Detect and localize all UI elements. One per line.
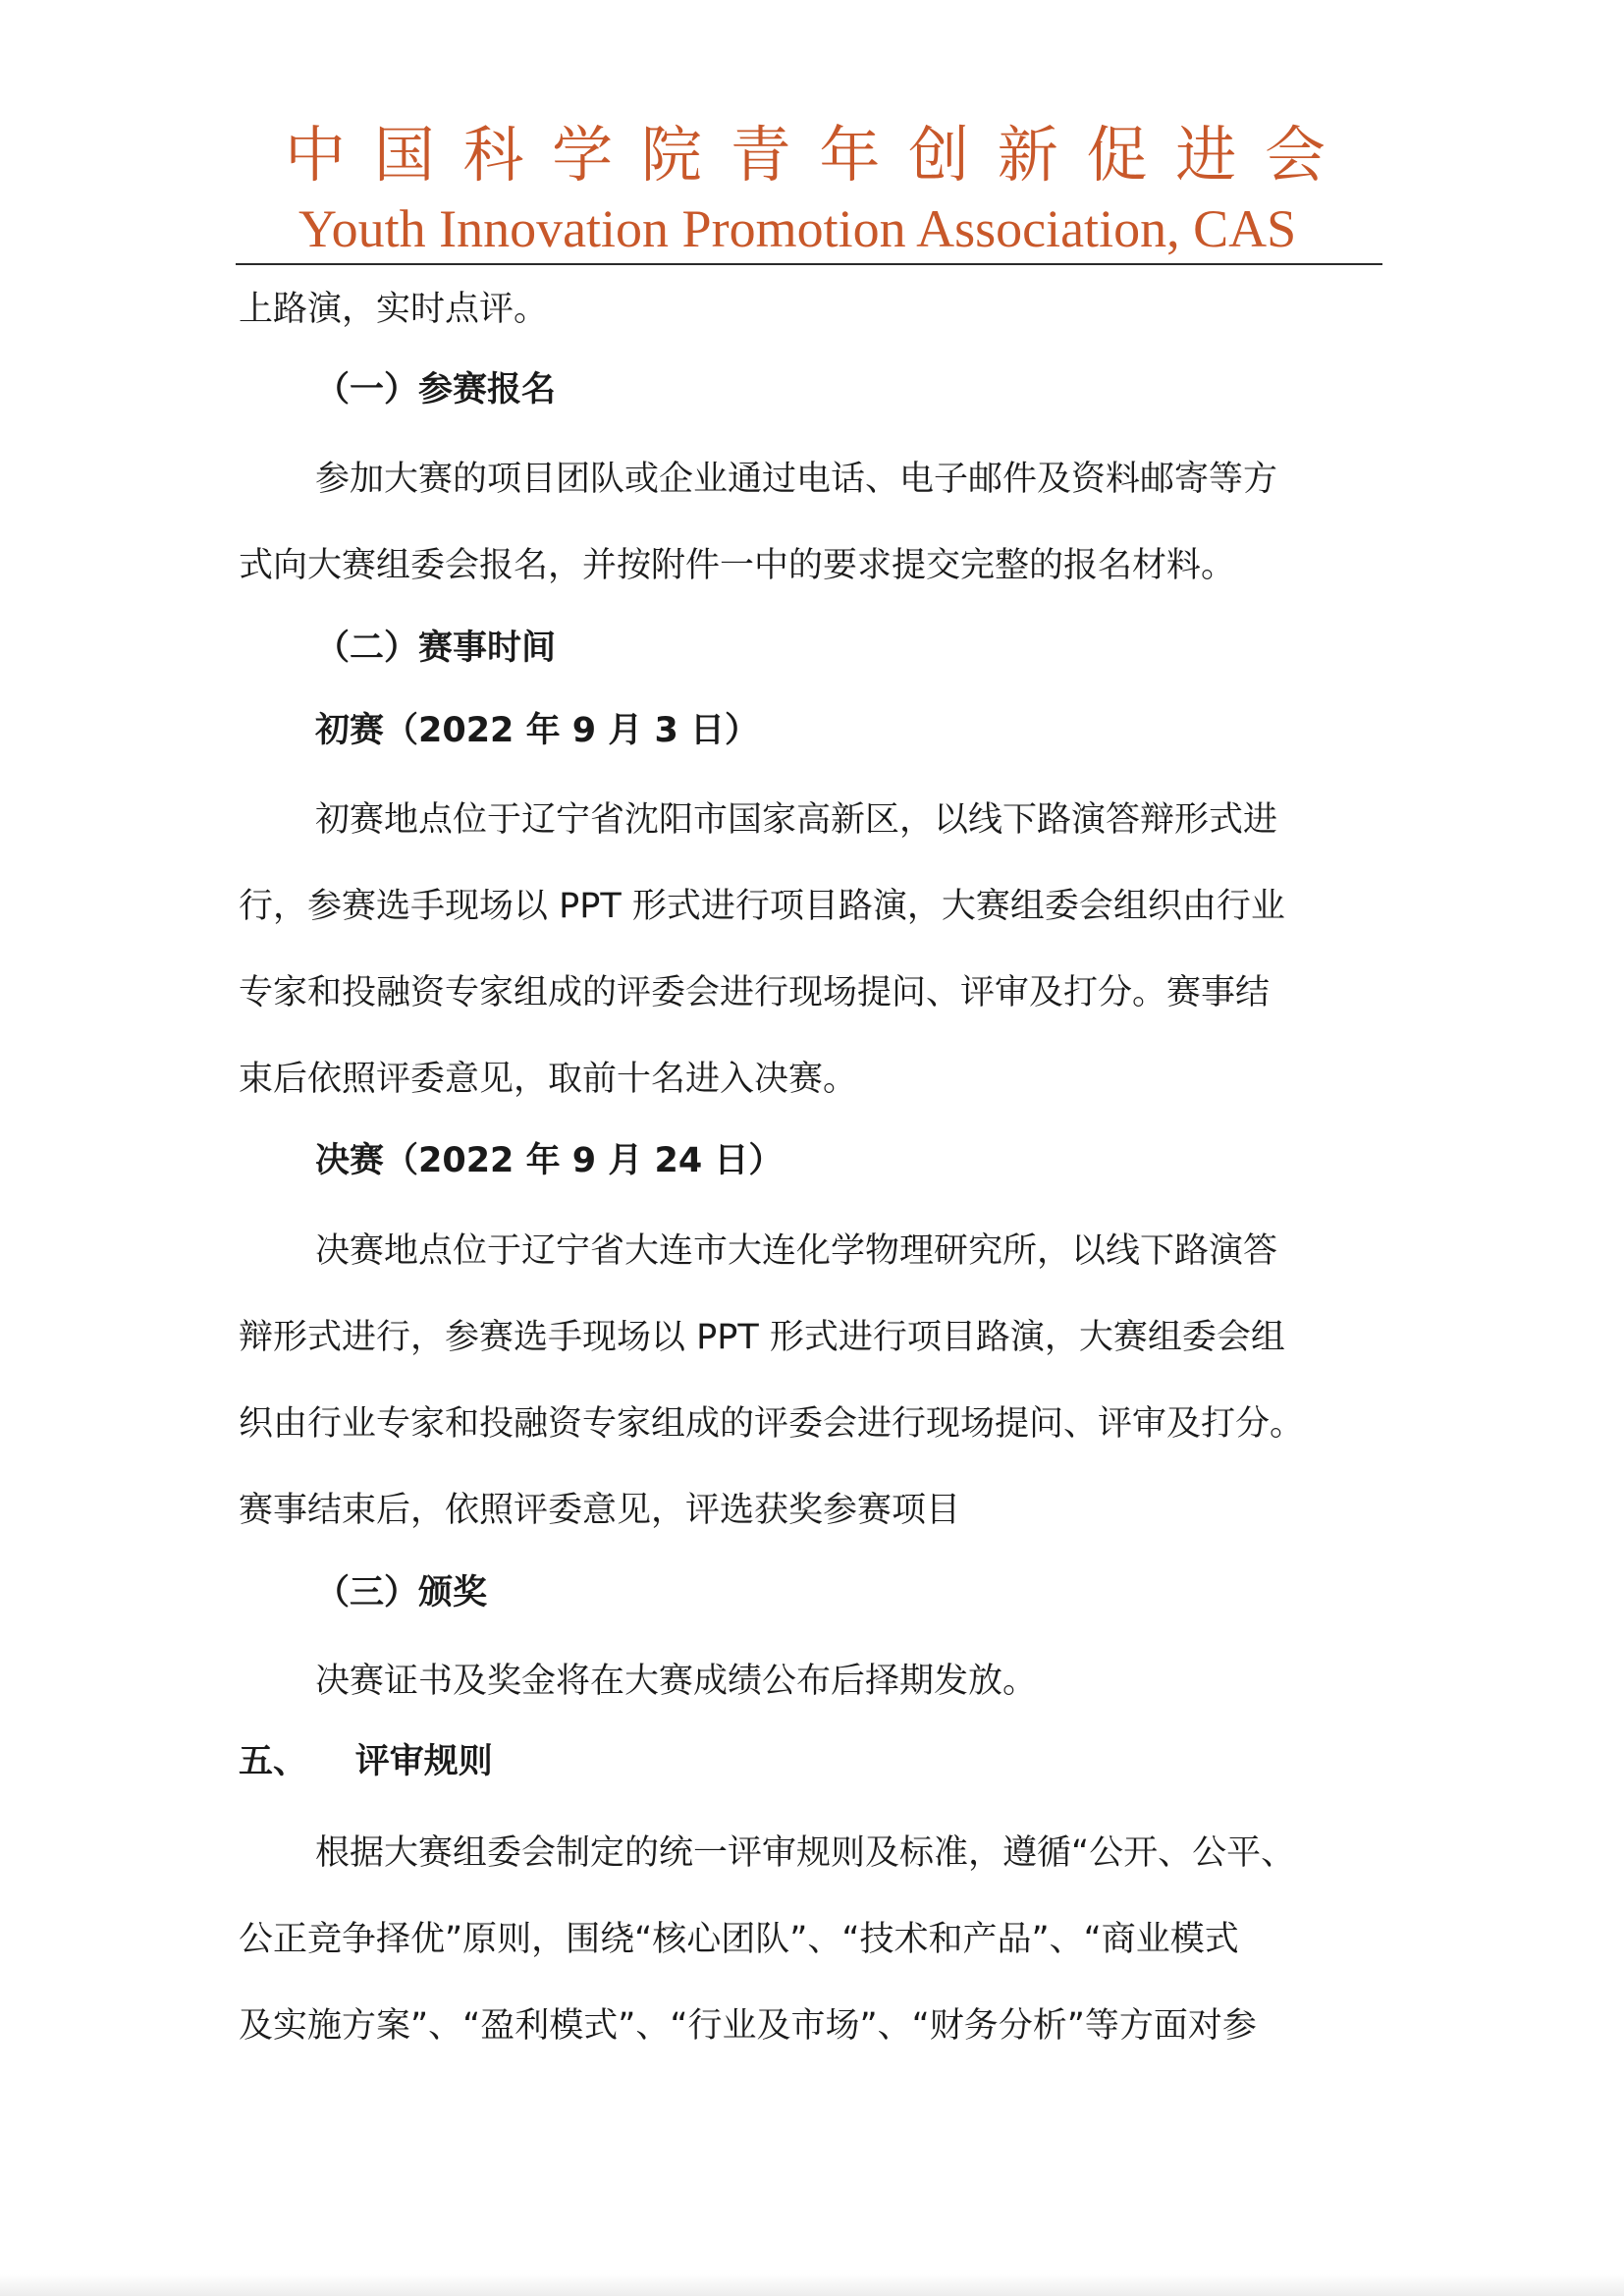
subheading-prelim: 初赛（2022 年 9 月 3 日） <box>315 711 760 750</box>
text-line: 赛事结束后，依照评委意见，评选获奖参赛项目 <box>239 1491 961 1530</box>
letterhead-rule <box>236 263 1382 265</box>
scan-edge-shadow <box>0 2274 1624 2296</box>
section-heading-rules: 五、 评审规则 <box>239 1742 493 1781</box>
text-line: 织由行业专家和投融资专家组成的评委会进行现场提问、评审及打分。 <box>239 1404 1305 1444</box>
subheading-final: 决赛（2022 年 9 月 24 日） <box>315 1141 784 1180</box>
text-line: 参加大赛的项目团队或企业通过电话、电子邮件及资料邮寄等方 <box>315 460 1278 499</box>
text-line: 辩形式进行，参赛选手现场以 PPT 形式进行项目路演，大赛组委会组 <box>239 1318 1285 1357</box>
text-line: 上路演，实时点评。 <box>239 290 549 329</box>
text-line: 行，参赛选手现场以 PPT 形式进行项目路演，大赛组委会组织由行业 <box>239 887 1285 926</box>
letterhead-chinese-name: 中国科学院青年创新促进会 <box>285 119 1326 191</box>
text-line: 决赛地点位于辽宁省大连市大连化学物理研究所，以线下路演答 <box>315 1231 1278 1271</box>
text-line: 及实施方案”、“盈利模式”、“行业及市场”、“财务分析”等方面对参 <box>239 2006 1257 2046</box>
text-line: 专家和投融资专家组成的评委会进行现场提问、评审及打分。赛事结 <box>239 973 1271 1012</box>
text-line: 决赛证书及奖金将在大赛成绩公布后择期发放。 <box>315 1662 1038 1701</box>
text-line: 根据大赛组委会制定的统一评审规则及标准，遵循“公开、公平、 <box>315 1833 1296 1873</box>
section-heading-award: （三）颁奖 <box>315 1573 488 1613</box>
text-line: 初赛地点位于辽宁省沈阳市国家高新区，以线下路演答辩形式进 <box>315 800 1278 840</box>
text-line: 束后依照评委意见，取前十名进入决赛。 <box>239 1060 858 1099</box>
section-heading-schedule: （二）赛事时间 <box>315 629 557 668</box>
section-heading-signup: （一）参赛报名 <box>315 370 557 410</box>
text-line: 式向大赛组委会报名，并按附件一中的要求提交完整的报名材料。 <box>239 546 1236 585</box>
text-line: 公正竞争择优”原则，围绕“核心团队”、“技术和产品”、“商业模式 <box>239 1920 1239 1959</box>
letterhead-english-name: Youth Innovation Promotion Association, CAS <box>298 199 1297 258</box>
